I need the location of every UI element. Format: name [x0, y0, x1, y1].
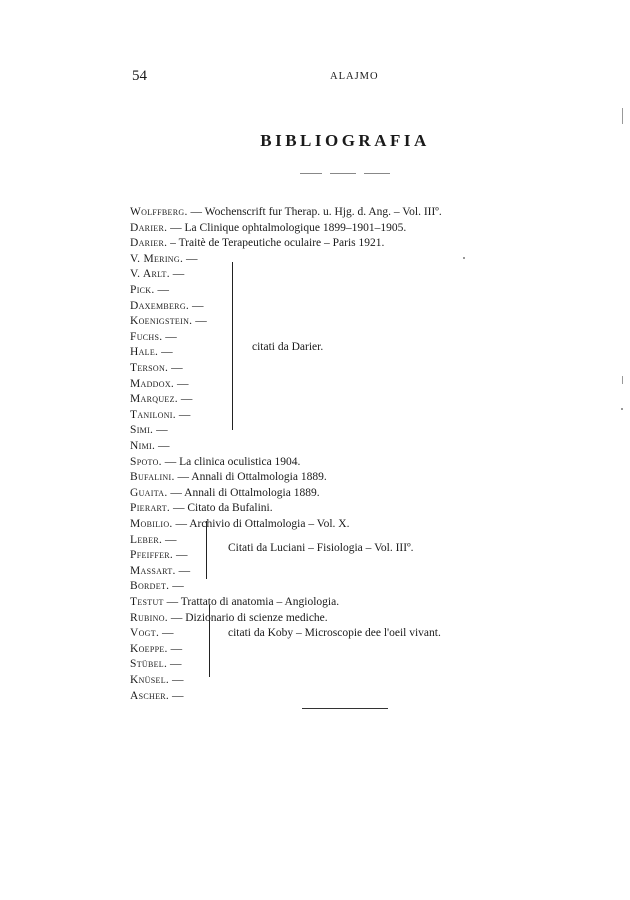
group-brace [206, 521, 207, 579]
margin-mark [622, 108, 623, 124]
bibliography-entry [130, 501, 273, 515]
entry-author: Leber. [130, 533, 163, 546]
entry-author: Darier. [130, 237, 168, 250]
bibliography-entry [130, 283, 169, 297]
bibliography-entry [130, 579, 184, 593]
entry-author: Taniloni. [130, 408, 176, 421]
bibliography-entry [130, 626, 174, 640]
entry-author: Fuchs. [130, 330, 163, 343]
bibliography-entry [130, 611, 328, 625]
bibliography-entry [130, 392, 192, 406]
margin-mark [621, 408, 623, 410]
entry-text: — Archivio di Ottalmologia – Vol. X. [172, 518, 350, 530]
bibliography-entry [130, 657, 182, 671]
group-note: citati da Darier. [252, 341, 324, 353]
bibliography-entry [130, 330, 177, 344]
entry-text: — [169, 580, 184, 593]
group-brace [209, 605, 210, 677]
entry-author: Testut [130, 596, 164, 608]
entry-text: — [159, 627, 174, 640]
entry-author: Pierart. [130, 502, 171, 515]
entry-author: Maddox. [130, 377, 175, 390]
entry-text: — Annali di Ottalmologia 1889. [167, 486, 320, 499]
bibliography-entry [130, 361, 183, 375]
bibliography-entry [130, 252, 198, 266]
entry-text: — [189, 299, 204, 312]
entry-text: — [192, 315, 207, 328]
bibliography-entry [130, 345, 173, 359]
entry-author: Bufalini. [130, 471, 175, 484]
margin-mark [463, 257, 465, 259]
bibliography-entry [130, 673, 183, 687]
group-note: Citati da Luciani – Fisiologia – Vol. IIIº. [228, 542, 414, 554]
title-rule [300, 173, 322, 174]
entry-text: — [167, 642, 183, 655]
entry-author: Koeppe. [130, 642, 168, 655]
bibliography-entry [130, 221, 406, 235]
entry-text: — [169, 689, 184, 702]
bibliography-entry [130, 205, 442, 219]
entry-author: Terson. [130, 362, 169, 374]
entry-text: — La Clinique ophtalmologique 1899–1901–1905. [167, 221, 407, 234]
entry-text: — [158, 346, 173, 359]
entry-author: Hale. [130, 346, 159, 359]
entry-text: — [168, 362, 183, 374]
entry-text: — [183, 252, 198, 265]
entry-text: — Trattato di anatomia – Angiologia. [163, 596, 340, 608]
entry-author: Simi. [130, 424, 154, 437]
entry-text: — [162, 330, 177, 343]
entry-text: — Citato da Bufalini. [170, 502, 273, 515]
entry-text: — La clinica oculistica 1904. [161, 455, 301, 468]
entry-text: — [167, 658, 182, 671]
entry-author: V. Arlt. [130, 268, 170, 281]
bibliography-entry [130, 642, 182, 656]
bibliography-entry [130, 533, 177, 547]
entry-author: Daxemberg. [130, 299, 190, 312]
bibliography-entry [130, 595, 339, 609]
entry-text: — [155, 440, 170, 452]
bibliography-entry [130, 267, 184, 281]
bibliography-entry [130, 423, 168, 437]
entry-text: – Traitè de Terapeutiche oculaire – Paris 1921. [167, 237, 385, 250]
entry-author: Guaita. [130, 486, 168, 499]
group-note: citati da Koby – Microscopie dee l'oeil vivant. [228, 627, 441, 639]
entry-text: — [175, 564, 191, 577]
running-head: ALAJMO [330, 71, 379, 82]
bibliography-entry [130, 486, 320, 500]
page-title: BIBLIOGRAFIA [260, 131, 430, 150]
entry-author: V. Mering. [130, 252, 184, 265]
entry-text: — Dizionario di scienze mediche. [167, 611, 328, 624]
bibliography-entry [130, 470, 327, 484]
bibliography-entry [130, 689, 183, 703]
entry-author: Ascher. [130, 689, 170, 702]
bibliography-entry [130, 408, 190, 422]
entry-author: Knüsel. [130, 674, 170, 686]
entry-author: Massart. [130, 564, 176, 577]
entry-author: Marquez. [130, 393, 178, 406]
entry-author: Pfeiffer. [130, 549, 174, 562]
bibliography-entry [130, 517, 349, 531]
entry-author: Darier. [130, 221, 168, 234]
page-number: 54 [132, 68, 147, 84]
entry-text: — [177, 393, 193, 406]
entry-text: — [162, 533, 177, 546]
bibliography-entry [130, 455, 300, 469]
end-rule [302, 708, 388, 709]
group-brace [232, 262, 233, 430]
entry-text: — Wochenscrift fur Therap. u. Hjg. d. Ang. – Vol. IIIº. [187, 206, 442, 218]
entry-text: — [173, 549, 188, 562]
entry-text: — Annali di Ottalmologia 1889. [174, 471, 327, 484]
bibliography-entry [130, 548, 187, 562]
margin-mark [622, 376, 623, 384]
entry-author: Mobilio. [130, 518, 173, 530]
entry-author: Pick. [130, 284, 155, 296]
entry-author: Rubino. [130, 611, 168, 624]
entry-text: — [174, 377, 189, 390]
title-rule [364, 173, 390, 174]
entry-author: Koenigstein. [130, 315, 193, 328]
entry-text: — [175, 408, 191, 421]
bibliography-entry [130, 236, 384, 250]
entry-author: Spoto. [130, 455, 162, 468]
bibliography-entry [130, 564, 190, 578]
entry-text: — [154, 284, 169, 296]
entry-text: — [169, 674, 184, 686]
bibliography-entry [130, 377, 188, 391]
bibliography-entry [130, 314, 207, 328]
title-rule [330, 173, 356, 174]
entry-author: Nimi. [130, 440, 156, 452]
entry-author: Vogt. [130, 627, 160, 640]
entry-author: Bordet. [130, 580, 170, 593]
bibliography-entry [130, 439, 170, 453]
bibliography-entry [130, 299, 203, 313]
entry-author: Wolffberg. [130, 206, 188, 218]
entry-text: — [169, 268, 185, 281]
entry-author: Stübel. [130, 658, 168, 671]
entry-text: — [153, 424, 168, 437]
